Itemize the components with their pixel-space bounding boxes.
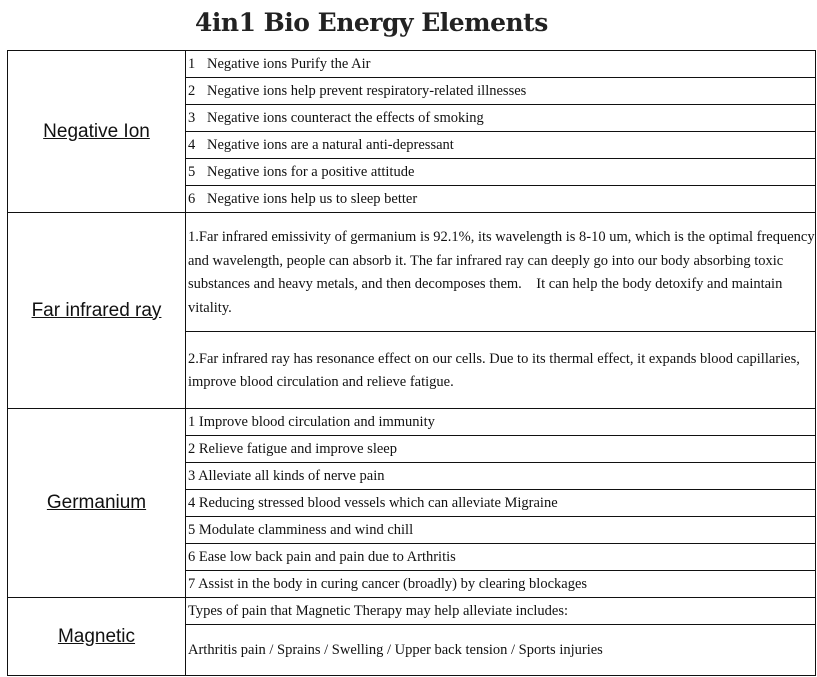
list-item: 3 Negative ions counteract the effects of smoking [186, 105, 816, 132]
magnetic-intro: Types of pain that Magnetic Therapy may help alleviate includes: [186, 598, 816, 625]
section-label-far-infrared: Far infrared ray [8, 213, 186, 409]
list-item: 3 Alleviate all kinds of nerve pain [186, 463, 816, 490]
list-item: 2 Relieve fatigue and improve sleep [186, 436, 816, 463]
paragraph: 1.Far infrared emissivity of germanium is 92.1%, its wavelength is 8-10 um, which is the optimal frequency and wavelength, people can absorb it. The far infrared ray can deeply go into our body absorbing toxic substances and heavy metals, and then decomposes them. It can help the body detoxify and maintain vitality. [186, 213, 816, 332]
table-row [8, 409, 816, 436]
list-item: 5 Modulate clamminess and wind chill [186, 517, 816, 544]
list-item: 1 Negative ions Purify the Air [186, 51, 816, 78]
list-item: 7 Assist in the body in curing cancer (broadly) by clearing blockages [186, 571, 816, 598]
list-item: 1 Improve blood circulation and immunity [186, 409, 816, 436]
table-row [8, 598, 816, 625]
paragraph: 2.Far infrared ray has resonance effect on our cells. Due to its thermal effect, it expands blood capillaries, improve blood circulation and relieve fatigue. [186, 332, 816, 409]
section-label-negative-ion: Negative Ion [8, 51, 186, 213]
list-item: 5 Negative ions for a positive attitude [186, 159, 816, 186]
elements-table [7, 50, 816, 676]
section-label-germanium: Germanium [8, 409, 186, 598]
list-item: 6 Negative ions help us to sleep better [186, 186, 816, 213]
section-label-magnetic: Magnetic [8, 598, 186, 676]
list-item: 4 Reducing stressed blood vessels which can alleviate Migraine [186, 490, 816, 517]
list-item: 4 Negative ions are a natural anti-depressant [186, 132, 816, 159]
table-row [8, 51, 816, 78]
magnetic-pain-list: Arthritis pain / Sprains / Swelling / Upper back tension / Sports injuries [186, 625, 816, 676]
list-item: 2 Negative ions help prevent respiratory-related illnesses [186, 78, 816, 105]
list-item: 6 Ease low back pain and pain due to Arthritis [186, 544, 816, 571]
table-row [8, 213, 816, 332]
page-title: 4in1 Bio Energy Elements [195, 8, 548, 37]
